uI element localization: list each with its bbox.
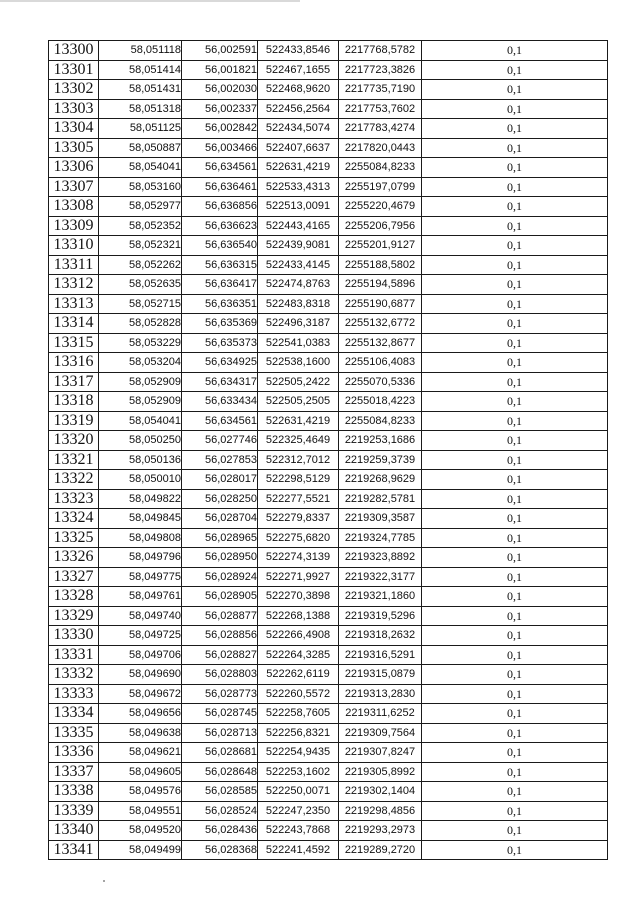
latitude-cell: 58,050136	[99, 450, 182, 470]
y-coordinate-cell: 2219309,3587	[339, 509, 422, 529]
x-coordinate-cell: 522260,5572	[258, 684, 339, 704]
latitude-cell: 58,053160	[99, 177, 182, 197]
longitude-cell: 56,636351	[182, 294, 258, 314]
table-row	[49, 411, 608, 431]
x-coordinate-cell: 522505,2422	[258, 372, 339, 392]
table-row	[49, 743, 608, 763]
table-row	[49, 587, 608, 607]
accuracy-cell: 0,1	[422, 80, 608, 100]
scan-top-edge	[0, 0, 300, 2]
y-coordinate-cell: 2255206,7956	[339, 216, 422, 236]
latitude-cell: 58,049775	[99, 567, 182, 587]
longitude-cell: 56,633434	[182, 392, 258, 412]
point-number: 13317	[49, 372, 99, 392]
point-number: 13340	[49, 821, 99, 841]
x-coordinate-cell: 522258,7605	[258, 704, 339, 724]
point-number: 13309	[49, 216, 99, 236]
x-coordinate-cell: 522538,1600	[258, 353, 339, 373]
point-number: 13324	[49, 509, 99, 529]
y-coordinate-cell: 2219318,2632	[339, 626, 422, 646]
y-coordinate-cell: 2219315,0879	[339, 665, 422, 685]
point-number: 13316	[49, 353, 99, 373]
y-coordinate-cell: 2255132,6772	[339, 314, 422, 334]
longitude-cell: 56,027853	[182, 450, 258, 470]
x-coordinate-cell: 522407,6637	[258, 138, 339, 158]
x-coordinate-cell: 522496,3187	[258, 314, 339, 334]
y-coordinate-cell: 2255106,4083	[339, 353, 422, 373]
longitude-cell: 56,028905	[182, 587, 258, 607]
x-coordinate-cell: 522433,8546	[258, 41, 339, 61]
point-number: 13326	[49, 548, 99, 568]
y-coordinate-cell: 2255018,4223	[339, 392, 422, 412]
y-coordinate-cell: 2219289,2720	[339, 840, 422, 860]
y-coordinate-cell: 2219253,1686	[339, 431, 422, 451]
latitude-cell: 58,052909	[99, 372, 182, 392]
table-row	[49, 762, 608, 782]
x-coordinate-cell: 522250,0071	[258, 782, 339, 802]
x-coordinate-cell: 522279,8337	[258, 509, 339, 529]
y-coordinate-cell: 2255070,5336	[339, 372, 422, 392]
point-number: 13325	[49, 528, 99, 548]
x-coordinate-cell: 522274,3139	[258, 548, 339, 568]
x-coordinate-cell: 522277,5521	[258, 489, 339, 509]
longitude-cell: 56,634561	[182, 411, 258, 431]
point-number: 13315	[49, 333, 99, 353]
table-row	[49, 372, 608, 392]
longitude-cell: 56,028773	[182, 684, 258, 704]
y-coordinate-cell: 2255190,6877	[339, 294, 422, 314]
latitude-cell: 58,051118	[99, 41, 182, 61]
y-coordinate-cell: 2255201,9127	[339, 236, 422, 256]
accuracy-cell: 0,1	[422, 567, 608, 587]
longitude-cell: 56,028648	[182, 762, 258, 782]
x-coordinate-cell: 522264,3285	[258, 645, 339, 665]
longitude-cell: 56,028704	[182, 509, 258, 529]
longitude-cell: 56,028017	[182, 470, 258, 490]
table-row	[49, 626, 608, 646]
point-number: 13337	[49, 762, 99, 782]
latitude-cell: 58,050010	[99, 470, 182, 490]
table-row	[49, 489, 608, 509]
latitude-cell: 58,050250	[99, 431, 182, 451]
accuracy-cell: 0,1	[422, 294, 608, 314]
table-row	[49, 255, 608, 275]
y-coordinate-cell: 2219305,8992	[339, 762, 422, 782]
x-coordinate-cell: 522439,9081	[258, 236, 339, 256]
point-number: 13338	[49, 782, 99, 802]
accuracy-cell: 0,1	[422, 782, 608, 802]
table-row	[49, 138, 608, 158]
latitude-cell: 58,053204	[99, 353, 182, 373]
x-coordinate-cell: 522467,1655	[258, 60, 339, 80]
table-row	[49, 158, 608, 178]
longitude-cell: 56,636461	[182, 177, 258, 197]
point-number: 13327	[49, 567, 99, 587]
accuracy-cell: 0,1	[422, 665, 608, 685]
latitude-cell: 58,049761	[99, 587, 182, 607]
accuracy-cell: 0,1	[422, 119, 608, 139]
accuracy-cell: 0,1	[422, 353, 608, 373]
longitude-cell: 56,634317	[182, 372, 258, 392]
latitude-cell: 58,049796	[99, 548, 182, 568]
point-number: 13311	[49, 255, 99, 275]
point-number: 13307	[49, 177, 99, 197]
latitude-cell: 58,052321	[99, 236, 182, 256]
accuracy-cell: 0,1	[422, 411, 608, 431]
table-row	[49, 431, 608, 451]
x-coordinate-cell: 522505,2505	[258, 392, 339, 412]
longitude-cell: 56,635373	[182, 333, 258, 353]
latitude-cell: 58,050887	[99, 138, 182, 158]
point-number: 13305	[49, 138, 99, 158]
table-row	[49, 509, 608, 529]
y-coordinate-cell: 2217783,4274	[339, 119, 422, 139]
accuracy-cell: 0,1	[422, 606, 608, 626]
accuracy-cell: 0,1	[422, 840, 608, 860]
point-number: 13303	[49, 99, 99, 119]
table-row	[49, 99, 608, 119]
x-coordinate-cell: 522247,2350	[258, 801, 339, 821]
latitude-cell: 58,049845	[99, 509, 182, 529]
table-row	[49, 294, 608, 314]
table-row	[49, 606, 608, 626]
y-coordinate-cell: 2219324,7785	[339, 528, 422, 548]
y-coordinate-cell: 2219302,1404	[339, 782, 422, 802]
latitude-cell: 58,052635	[99, 275, 182, 295]
latitude-cell: 58,049740	[99, 606, 182, 626]
latitude-cell: 58,051318	[99, 99, 182, 119]
accuracy-cell: 0,1	[422, 99, 608, 119]
point-number: 13335	[49, 723, 99, 743]
longitude-cell: 56,002591	[182, 41, 258, 61]
table-row	[49, 567, 608, 587]
table-row	[49, 528, 608, 548]
latitude-cell: 58,049551	[99, 801, 182, 821]
longitude-cell: 56,028745	[182, 704, 258, 724]
accuracy-cell: 0,1	[422, 762, 608, 782]
point-number: 13320	[49, 431, 99, 451]
latitude-cell: 58,049672	[99, 684, 182, 704]
x-coordinate-cell: 522483,8318	[258, 294, 339, 314]
table-row	[49, 353, 608, 373]
y-coordinate-cell: 2219268,9629	[339, 470, 422, 490]
longitude-cell: 56,028803	[182, 665, 258, 685]
latitude-cell: 58,054041	[99, 158, 182, 178]
latitude-cell: 58,049638	[99, 723, 182, 743]
table-row	[49, 723, 608, 743]
latitude-cell: 58,049621	[99, 743, 182, 763]
x-coordinate-cell: 522541,0383	[258, 333, 339, 353]
y-coordinate-cell: 2255084,8233	[339, 158, 422, 178]
accuracy-cell: 0,1	[422, 821, 608, 841]
longitude-cell: 56,028368	[182, 840, 258, 860]
x-coordinate-cell: 522262,6119	[258, 665, 339, 685]
x-coordinate-cell: 522253,1602	[258, 762, 339, 782]
x-coordinate-cell: 522513,0091	[258, 197, 339, 217]
point-number: 13312	[49, 275, 99, 295]
longitude-cell: 56,028524	[182, 801, 258, 821]
accuracy-cell: 0,1	[422, 528, 608, 548]
accuracy-cell: 0,1	[422, 197, 608, 217]
table-row	[49, 665, 608, 685]
latitude-cell: 58,049706	[99, 645, 182, 665]
y-coordinate-cell: 2219282,5781	[339, 489, 422, 509]
point-number: 13313	[49, 294, 99, 314]
latitude-cell: 58,049725	[99, 626, 182, 646]
point-number: 13304	[49, 119, 99, 139]
y-coordinate-cell: 2219309,7564	[339, 723, 422, 743]
y-coordinate-cell: 2219322,3177	[339, 567, 422, 587]
y-coordinate-cell: 2219311,6252	[339, 704, 422, 724]
latitude-cell: 58,049576	[99, 782, 182, 802]
table-row	[49, 782, 608, 802]
accuracy-cell: 0,1	[422, 372, 608, 392]
latitude-cell: 58,052909	[99, 392, 182, 412]
x-coordinate-cell: 522443,4165	[258, 216, 339, 236]
y-coordinate-cell: 2219293,2973	[339, 821, 422, 841]
accuracy-cell: 0,1	[422, 392, 608, 412]
point-number: 13302	[49, 80, 99, 100]
x-coordinate-cell: 522325,4649	[258, 431, 339, 451]
longitude-cell: 56,002030	[182, 80, 258, 100]
point-number: 13329	[49, 606, 99, 626]
latitude-cell: 58,049808	[99, 528, 182, 548]
table-row	[49, 119, 608, 139]
point-number: 13301	[49, 60, 99, 80]
longitude-cell: 56,028250	[182, 489, 258, 509]
accuracy-cell: 0,1	[422, 626, 608, 646]
x-coordinate-cell: 522468,9620	[258, 80, 339, 100]
latitude-cell: 58,051431	[99, 80, 182, 100]
table-row	[49, 801, 608, 821]
longitude-cell: 56,028856	[182, 626, 258, 646]
x-coordinate-cell: 522271,9927	[258, 567, 339, 587]
x-coordinate-cell: 522533,4313	[258, 177, 339, 197]
y-coordinate-cell: 2217820,0443	[339, 138, 422, 158]
longitude-cell: 56,028827	[182, 645, 258, 665]
x-coordinate-cell: 522631,4219	[258, 411, 339, 431]
table-row	[49, 177, 608, 197]
table-row	[49, 392, 608, 412]
latitude-cell: 58,052352	[99, 216, 182, 236]
x-coordinate-cell: 522474,8763	[258, 275, 339, 295]
longitude-cell: 56,636417	[182, 275, 258, 295]
point-number: 13332	[49, 665, 99, 685]
point-number: 13333	[49, 684, 99, 704]
point-number: 13323	[49, 489, 99, 509]
table-row	[49, 450, 608, 470]
point-number: 13310	[49, 236, 99, 256]
x-coordinate-cell: 522243,7868	[258, 821, 339, 841]
table-row	[49, 704, 608, 724]
table-row	[49, 470, 608, 490]
coordinates-table-body	[49, 41, 608, 860]
y-coordinate-cell: 2255084,8233	[339, 411, 422, 431]
accuracy-cell: 0,1	[422, 177, 608, 197]
latitude-cell: 58,052828	[99, 314, 182, 334]
point-number: 13328	[49, 587, 99, 607]
longitude-cell: 56,028965	[182, 528, 258, 548]
longitude-cell: 56,028436	[182, 821, 258, 841]
y-coordinate-cell: 2255194,5896	[339, 275, 422, 295]
latitude-cell: 58,049822	[99, 489, 182, 509]
table-row	[49, 80, 608, 100]
point-number: 13318	[49, 392, 99, 412]
x-coordinate-cell: 522298,5129	[258, 470, 339, 490]
longitude-cell: 56,028924	[182, 567, 258, 587]
table-row	[49, 548, 608, 568]
latitude-cell: 58,052977	[99, 197, 182, 217]
accuracy-cell: 0,1	[422, 158, 608, 178]
longitude-cell: 56,634925	[182, 353, 258, 373]
table-row	[49, 314, 608, 334]
accuracy-cell: 0,1	[422, 450, 608, 470]
table-row	[49, 840, 608, 860]
accuracy-cell: 0,1	[422, 587, 608, 607]
y-coordinate-cell: 2217723,3826	[339, 60, 422, 80]
longitude-cell: 56,636623	[182, 216, 258, 236]
x-coordinate-cell: 522268,1388	[258, 606, 339, 626]
longitude-cell: 56,636315	[182, 255, 258, 275]
latitude-cell: 58,049520	[99, 821, 182, 841]
table-row	[49, 60, 608, 80]
table-row	[49, 41, 608, 61]
accuracy-cell: 0,1	[422, 138, 608, 158]
accuracy-cell: 0,1	[422, 431, 608, 451]
x-coordinate-cell: 522256,8321	[258, 723, 339, 743]
accuracy-cell: 0,1	[422, 333, 608, 353]
x-coordinate-cell: 522631,4219	[258, 158, 339, 178]
latitude-cell: 58,049499	[99, 840, 182, 860]
y-coordinate-cell: 2217735,7190	[339, 80, 422, 100]
point-number: 13330	[49, 626, 99, 646]
point-number: 13331	[49, 645, 99, 665]
point-number: 13339	[49, 801, 99, 821]
accuracy-cell: 0,1	[422, 743, 608, 763]
latitude-cell: 58,053229	[99, 333, 182, 353]
table-row	[49, 645, 608, 665]
x-coordinate-cell: 522266,4908	[258, 626, 339, 646]
x-coordinate-cell: 522254,9435	[258, 743, 339, 763]
accuracy-cell: 0,1	[422, 236, 608, 256]
y-coordinate-cell: 2219307,8247	[339, 743, 422, 763]
accuracy-cell: 0,1	[422, 801, 608, 821]
latitude-cell: 58,052715	[99, 294, 182, 314]
y-coordinate-cell: 2219259,3739	[339, 450, 422, 470]
point-number: 13334	[49, 704, 99, 724]
accuracy-cell: 0,1	[422, 723, 608, 743]
point-number: 13322	[49, 470, 99, 490]
latitude-cell: 58,052262	[99, 255, 182, 275]
table-row	[49, 275, 608, 295]
longitude-cell: 56,027746	[182, 431, 258, 451]
latitude-cell: 58,054041	[99, 411, 182, 431]
accuracy-cell: 0,1	[422, 509, 608, 529]
longitude-cell: 56,636540	[182, 236, 258, 256]
longitude-cell: 56,028585	[182, 782, 258, 802]
accuracy-cell: 0,1	[422, 470, 608, 490]
accuracy-cell: 0,1	[422, 41, 608, 61]
x-coordinate-cell: 522434,5074	[258, 119, 339, 139]
x-coordinate-cell: 522312,7012	[258, 450, 339, 470]
x-coordinate-cell: 522456,2564	[258, 99, 339, 119]
x-coordinate-cell: 522270,3898	[258, 587, 339, 607]
point-number: 13300	[49, 41, 99, 61]
latitude-cell: 58,051414	[99, 60, 182, 80]
longitude-cell: 56,028877	[182, 606, 258, 626]
point-number: 13321	[49, 450, 99, 470]
accuracy-cell: 0,1	[422, 60, 608, 80]
y-coordinate-cell: 2217753,7602	[339, 99, 422, 119]
y-coordinate-cell: 2219323,8892	[339, 548, 422, 568]
y-coordinate-cell: 2219319,5296	[339, 606, 422, 626]
table-row	[49, 684, 608, 704]
y-coordinate-cell: 2219298,4856	[339, 801, 422, 821]
point-number: 13341	[49, 840, 99, 860]
point-number: 13319	[49, 411, 99, 431]
point-number: 13314	[49, 314, 99, 334]
longitude-cell: 56,028713	[182, 723, 258, 743]
longitude-cell: 56,001821	[182, 60, 258, 80]
longitude-cell: 56,634561	[182, 158, 258, 178]
accuracy-cell: 0,1	[422, 684, 608, 704]
y-coordinate-cell: 2219316,5291	[339, 645, 422, 665]
y-coordinate-cell: 2255132,8677	[339, 333, 422, 353]
latitude-cell: 58,049605	[99, 762, 182, 782]
accuracy-cell: 0,1	[422, 216, 608, 236]
longitude-cell: 56,028681	[182, 743, 258, 763]
y-coordinate-cell: 2217768,5782	[339, 41, 422, 61]
scan-speck	[103, 880, 105, 882]
coordinates-table	[48, 40, 608, 860]
table-row	[49, 333, 608, 353]
accuracy-cell: 0,1	[422, 704, 608, 724]
latitude-cell: 58,049690	[99, 665, 182, 685]
table-row	[49, 821, 608, 841]
longitude-cell: 56,002337	[182, 99, 258, 119]
table-row	[49, 197, 608, 217]
longitude-cell: 56,636856	[182, 197, 258, 217]
y-coordinate-cell: 2255197,0799	[339, 177, 422, 197]
y-coordinate-cell: 2219321,1860	[339, 587, 422, 607]
longitude-cell: 56,028950	[182, 548, 258, 568]
table-row	[49, 216, 608, 236]
longitude-cell: 56,003466	[182, 138, 258, 158]
y-coordinate-cell: 2255220,4679	[339, 197, 422, 217]
accuracy-cell: 0,1	[422, 275, 608, 295]
accuracy-cell: 0,1	[422, 548, 608, 568]
accuracy-cell: 0,1	[422, 645, 608, 665]
y-coordinate-cell: 2219313,2830	[339, 684, 422, 704]
table-row	[49, 236, 608, 256]
accuracy-cell: 0,1	[422, 314, 608, 334]
x-coordinate-cell: 522275,6820	[258, 528, 339, 548]
x-coordinate-cell: 522433,4145	[258, 255, 339, 275]
point-number: 13336	[49, 743, 99, 763]
point-number: 13306	[49, 158, 99, 178]
accuracy-cell: 0,1	[422, 255, 608, 275]
x-coordinate-cell: 522241,4592	[258, 840, 339, 860]
accuracy-cell: 0,1	[422, 489, 608, 509]
point-number: 13308	[49, 197, 99, 217]
longitude-cell: 56,002842	[182, 119, 258, 139]
y-coordinate-cell: 2255188,5802	[339, 255, 422, 275]
longitude-cell: 56,635369	[182, 314, 258, 334]
latitude-cell: 58,049656	[99, 704, 182, 724]
latitude-cell: 58,051125	[99, 119, 182, 139]
